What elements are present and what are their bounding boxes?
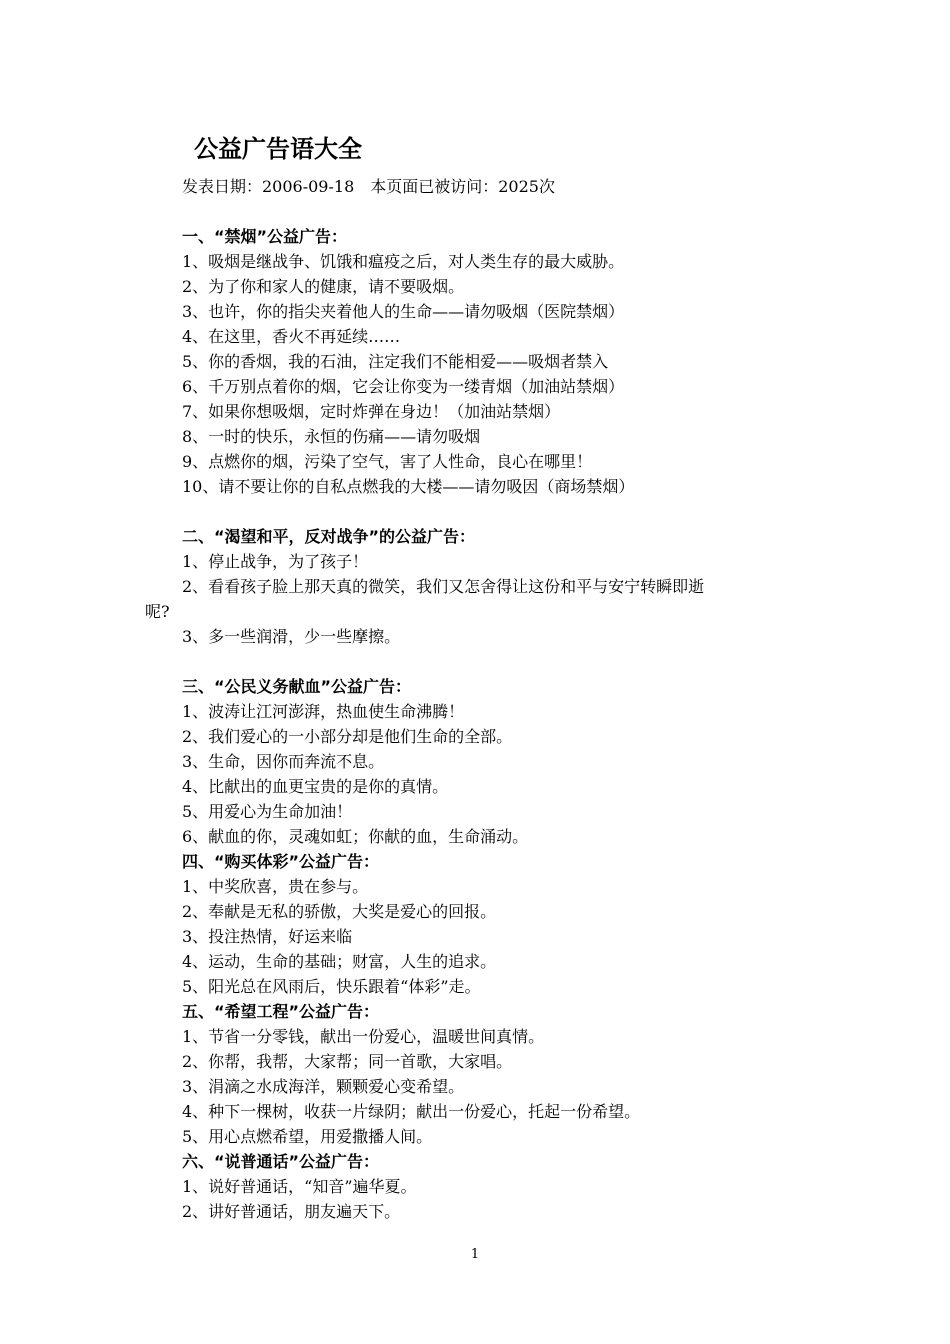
list-item: 1、吸烟是继战争、饥饿和瘟疫之后，对人类生存的最大威胁。: [182, 252, 625, 271]
page-title: 公益广告语大全: [194, 135, 362, 163]
list-item: 1、说好普通话，“知音”遍华夏。: [182, 1177, 417, 1196]
list-item: 10、请不要让你的自私点燃我的大楼——请勿吸因（商场禁烟）: [182, 477, 635, 496]
list-item: 2、为了你和家人的健康，请不要吸烟。: [182, 277, 465, 296]
list-item: 3、投注热情，好运来临: [182, 927, 353, 946]
list-item: 3、生命，因你而奔流不息。: [182, 752, 385, 771]
list-item: 9、点燃你的烟，污染了空气，害了人性命，良心在哪里！: [182, 452, 593, 471]
section-heading-peace: 二、“渴望和平，反对战争”的公益广告：: [182, 527, 476, 546]
list-item: 5、用心点燃希望，用爱撒播人间。: [182, 1127, 433, 1146]
list-item: 2、奉献是无私的骄傲，大奖是爱心的回报。: [182, 902, 497, 921]
list-item: 1、停止战争，为了孩子！: [182, 552, 369, 571]
list-item: 3、多一些润滑，少一些摩擦。: [182, 627, 401, 646]
section-heading-hope-project: 五、“希望工程”公益广告：: [182, 1002, 380, 1021]
list-item: 5、阳光总在风雨后，快乐跟着“体彩”走。: [182, 977, 481, 996]
list-item: 3、也许，你的指尖夹着他人的生命——请勿吸烟（医院禁烟）: [182, 302, 625, 321]
section-spacer: [182, 499, 822, 524]
list-item: 2、你帮，我帮，大家帮；同一首歌，大家唱。: [182, 1052, 513, 1071]
publish-meta: 发表日期：2006-09-18 本页面已被访问：2025次: [182, 177, 555, 196]
list-item: 5、你的香烟，我的石油，注定我们不能相爱——吸烟者禁入: [182, 352, 609, 371]
list-item: 4、种下一棵树，收获一片绿阴；献出一份爱心，托起一份希望。: [182, 1102, 641, 1121]
list-item: 4、运动，生命的基础；财富，人生的追求。: [182, 952, 497, 971]
list-item: 2、讲好普通话，朋友遍天下。: [182, 1202, 401, 1221]
list-item: 1、节省一分零钱，献出一份爱心，温暖世间真情。: [182, 1027, 545, 1046]
list-item: 1、中奖欣喜，贵在参与。: [182, 877, 369, 896]
list-item: 1、波涛让江河澎湃，热血使生命沸腾！: [182, 702, 465, 721]
page-number: 1: [470, 1247, 480, 1262]
section-heading-smoking: 一、“禁烟”公益广告：: [182, 227, 348, 246]
list-item: 4、比献出的血更宝贵的是你的真情。: [182, 777, 449, 796]
section-heading-mandarin: 六、“说普通话”公益广告：: [182, 1152, 380, 1171]
list-item-continuation: 呢?: [145, 602, 170, 621]
section-heading-blood-donation: 三、“公民义务献血”公益广告：: [182, 677, 412, 696]
list-item: 3、涓滴之水成海洋，颗颗爱心变希望。: [182, 1077, 465, 1096]
section-heading-sports-lottery: 四、“购买体彩”公益广告：: [182, 852, 380, 871]
list-item: 4、在这里，香火不再延续……: [182, 327, 401, 346]
section-spacer: [182, 649, 822, 674]
list-item: 7、如果你想吸烟，定时炸弹在身边！（加油站禁烟）: [182, 402, 561, 421]
list-item: 2、看看孩子脸上那天真的微笑，我们又怎舍得让这份和平与安宁转瞬即逝: [182, 577, 705, 596]
list-item: 2、我们爱心的一小部分却是他们生命的全部。: [182, 727, 513, 746]
list-item: 6、献血的你，灵魂如虹；你献的血，生命涌动。: [182, 827, 529, 846]
list-item: 5、用爱心为生命加油！: [182, 802, 353, 821]
document-body: [145, 224, 822, 1224]
list-item: 6、千万别点着你的烟，它会让你变为一缕青烟（加油站禁烟）: [182, 377, 625, 396]
list-item: 8、一时的快乐，永恒的伤痛——请勿吸烟: [182, 427, 481, 446]
